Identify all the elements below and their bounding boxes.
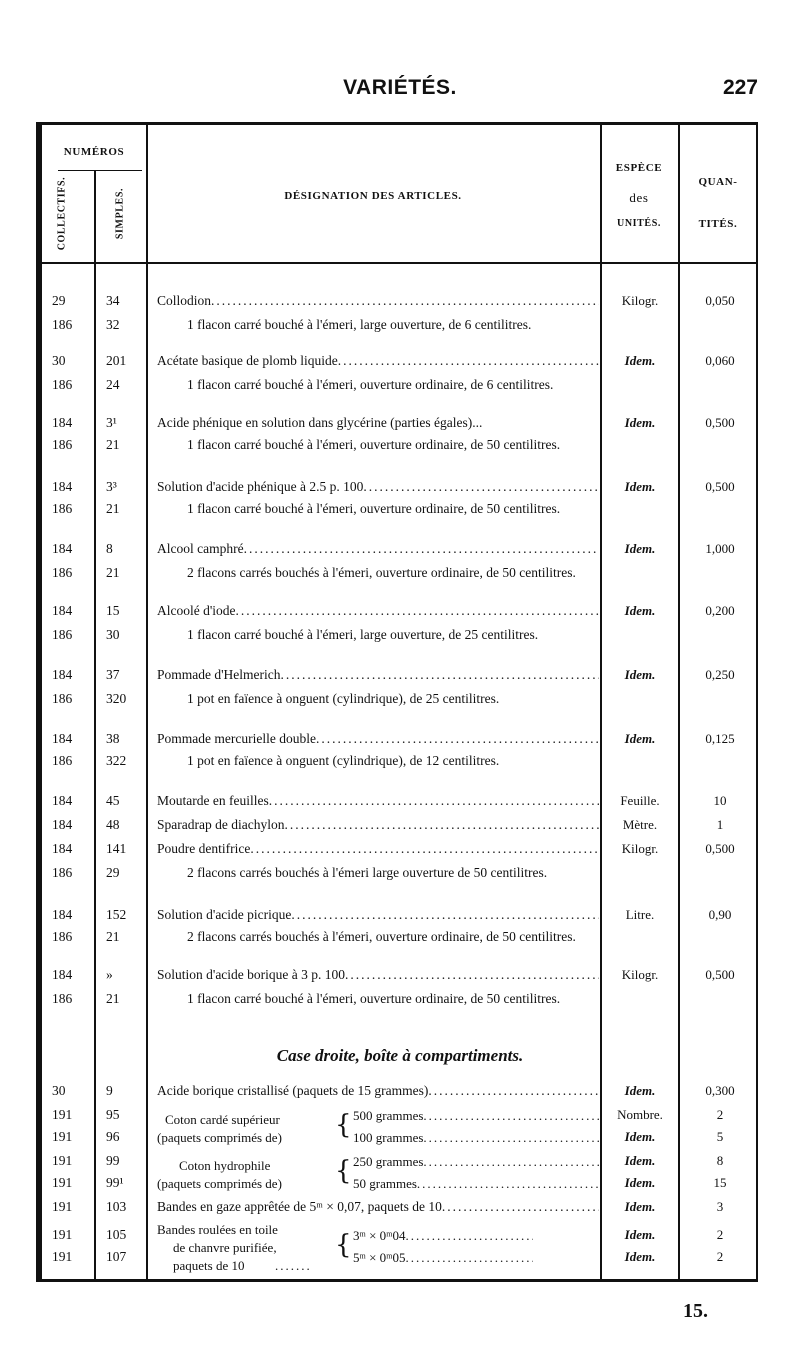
brace-icon: {	[335, 1156, 352, 1186]
header-simples: SIMPLES.	[114, 187, 126, 240]
cell-designation: 1 flacon carré bouché à l'émeri, large ouverture, de 6 centilitres.	[187, 317, 532, 332]
cell-espece: Idem.	[624, 1083, 656, 1098]
cell-collectif: 184	[52, 841, 73, 856]
cell-designation: Solution d'acide borique à 3 p. 100 .....	[157, 966, 599, 983]
bandes-roulees-dots: .......	[275, 1258, 312, 1273]
cell-espece: Idem.	[624, 1249, 656, 1264]
bandes-roulees-label-2: de chanvre purifiée,	[173, 1240, 277, 1255]
cell-quantite: 0,050	[705, 293, 735, 308]
cell-quantite: 0,500	[705, 967, 735, 982]
cell-quantite: 1,000	[705, 541, 735, 556]
header-espece-unites: UNITÉS.	[617, 218, 661, 229]
cell-collectif: 191	[52, 1107, 73, 1122]
cell-espece: Idem.	[624, 541, 656, 556]
cell-espece: Feuille.	[620, 793, 660, 808]
cell-quantite: 0,060	[705, 353, 735, 368]
cell-espece: Idem.	[624, 415, 656, 430]
cell-designation: 2 flacons carrés bouchés à l'émeri, ouverture ordinaire, de 50 centilitres.	[187, 565, 576, 580]
coton-hydrophile-label: Coton hydrophile	[179, 1158, 271, 1173]
cell-simple: 3³	[106, 479, 117, 494]
cell-espece: Mètre.	[622, 817, 658, 832]
cell-simple: 29	[106, 865, 120, 880]
cell-collectif: 184	[52, 415, 73, 430]
rule-col4	[678, 124, 680, 1282]
cell-collectif: 186	[52, 929, 73, 944]
coton-carde-label-2: (paquets comprimés de)	[157, 1130, 282, 1145]
cell-quantite: 15	[713, 1175, 727, 1190]
coton-carde-group	[157, 1108, 599, 1152]
cell-quantite: 0,200	[705, 603, 735, 618]
cell-simple: 15	[106, 603, 120, 618]
brace-icon: {	[335, 1110, 352, 1140]
cell-designation: Moutarde en feuilles .....	[157, 792, 599, 809]
cell-collectif: 184	[52, 603, 73, 618]
cell-designation: Poudre dentifrice .....	[157, 840, 599, 857]
cell-designation: 1 flacon carré bouché à l'émeri, ouverture ordinaire, de 6 centilitres.	[187, 377, 554, 392]
cell-designation: 1 pot en faïence à onguent (cylindrique), de 12 centilitres.	[187, 753, 500, 768]
cell-designation: 2 flacons carrés bouchés à l'émeri, ouverture ordinaire, de 50 centilitres.	[187, 929, 576, 944]
signature-mark: 15.	[683, 1300, 708, 1322]
cell-designation: Alcool camphré .....	[157, 540, 599, 557]
cell-quantite: 0,500	[705, 415, 735, 430]
cell-espece: Idem.	[624, 1227, 656, 1242]
coton-hydrophile-250: 250 grammes .....	[353, 1154, 599, 1170]
cell-collectif: 191	[52, 1175, 73, 1190]
cell-espece: Litre.	[625, 907, 655, 922]
cell-espece: Idem.	[624, 353, 656, 368]
cell-simple: 99¹	[106, 1175, 124, 1190]
cell-collectif: 184	[52, 817, 73, 832]
cell-quantite: 0,90	[708, 907, 732, 922]
coton-hydrophile-label-2: (paquets comprimés de)	[157, 1176, 282, 1191]
cell-designation: 1 flacon carré bouché à l'émeri, ouverture ordinaire, de 50 centilitres.	[187, 437, 561, 452]
header-quantites: QUAN-	[698, 176, 738, 188]
cell-designation: 1 flacon carré bouché à l'émeri, large ouverture, de 25 centilitres.	[187, 627, 539, 642]
cell-simple: 32	[106, 317, 120, 332]
cell-collectif: 191	[52, 1129, 73, 1144]
cell-simple: »	[106, 967, 113, 982]
cell-designation: 2 flacons carrés bouchés à l'émeri large ouverture de 50 centilitres.	[187, 865, 548, 880]
cell-quantite: 3	[716, 1199, 724, 1214]
cell-collectif: 191	[52, 1199, 73, 1214]
bandes-roulees-group	[157, 1222, 599, 1278]
cell-designation: Alcoolé d'iode .....	[157, 602, 599, 619]
cell-collectif: 191	[52, 1249, 73, 1264]
cell-designation: Acide phénique en solution dans glycérine (parties égales)...	[157, 415, 483, 430]
coton-hydrophile-group	[157, 1154, 599, 1198]
cell-designation: Acétate basique de plomb liquide .....	[157, 352, 599, 369]
cell-collectif: 186	[52, 865, 73, 880]
header-collectifs: COLLECTIFS.	[56, 176, 68, 251]
cell-quantite: 0,125	[705, 731, 735, 746]
cell-collectif: 186	[52, 317, 73, 332]
header-quantites-2: TITÉS.	[698, 218, 738, 230]
header-numeros: NUMÉROS	[63, 146, 125, 158]
cell-designation: Bandes en gaze apprêtée de 5ᵐ × 0,07, paquets de 10 .....	[157, 1198, 599, 1215]
header-espece: ESPÈCE	[615, 162, 663, 174]
cell-simple: 21	[106, 991, 120, 1006]
cell-collectif: 184	[52, 541, 73, 556]
cell-simple: 152	[106, 907, 127, 922]
cell-quantite: 1	[716, 817, 724, 832]
cell-simple: 105	[106, 1227, 127, 1242]
cell-collectif: 184	[52, 667, 73, 682]
header-designation: DÉSIGNATION DES ARTICLES.	[284, 190, 462, 202]
cell-quantite: 10	[713, 793, 727, 808]
cell-espece: Idem.	[624, 479, 656, 494]
cell-quantite: 2	[716, 1249, 724, 1264]
section-title: Case droite, boîte à compartiments.	[276, 1046, 524, 1065]
bandes-5m: 5ᵐ × 0ᵐ05 .....	[353, 1250, 533, 1266]
cell-collectif: 30	[52, 1083, 66, 1098]
cell-quantite: 0,500	[705, 841, 735, 856]
cell-collectif: 30	[52, 353, 66, 368]
cell-simple: 34	[106, 293, 120, 308]
cell-collectif: 186	[52, 377, 73, 392]
brace-icon: {	[335, 1230, 352, 1260]
cell-quantite: 8	[716, 1153, 724, 1168]
cell-designation: Acide borique cristallisé (paquets de 15 grammes) .....	[157, 1082, 599, 1099]
cell-espece: Nombre.	[617, 1107, 663, 1122]
cell-simple: 3¹	[106, 415, 117, 430]
cell-collectif: 191	[52, 1227, 73, 1242]
cell-collectif: 186	[52, 565, 73, 580]
cell-espece: Idem.	[624, 1153, 656, 1168]
coton-carde-100: 100 grammes .....	[353, 1130, 599, 1146]
cell-simple: 103	[106, 1199, 127, 1214]
coton-hydrophile-50: 50 grammes .....	[353, 1176, 599, 1192]
cell-espece: Idem.	[624, 1175, 656, 1190]
cell-simple: 21	[106, 437, 120, 452]
cell-collectif: 184	[52, 907, 73, 922]
cell-simple: 320	[106, 691, 127, 706]
cell-quantite: 2	[716, 1227, 724, 1242]
cell-quantite: 2	[716, 1107, 724, 1122]
cell-simple: 37	[106, 667, 120, 682]
cell-simple: 45	[106, 793, 120, 808]
cell-collectif: 184	[52, 967, 73, 982]
cell-designation: 1 flacon carré bouché à l'émeri, ouverture ordinaire, de 50 centilitres.	[187, 991, 561, 1006]
coton-carde-500: 500 grammes .....	[353, 1108, 599, 1124]
cell-collectif: 184	[52, 479, 73, 494]
cell-collectif: 184	[52, 731, 73, 746]
cell-simple: 107	[106, 1249, 127, 1264]
cell-designation: Pommade mercurielle double .....	[157, 730, 599, 747]
cell-simple: 9	[106, 1083, 113, 1098]
cell-espece: Idem.	[624, 1199, 656, 1214]
numeros-underline	[58, 170, 142, 171]
page-number: 227	[722, 76, 758, 99]
cell-simple: 38	[106, 731, 120, 746]
cell-simple: 21	[106, 565, 120, 580]
cell-simple: 322	[106, 753, 127, 768]
cell-quantite: 0,500	[705, 479, 735, 494]
cell-espece: Kilogr.	[621, 967, 659, 982]
cell-designation: Solution d'acide phénique à 2.5 p. 100 .....	[157, 478, 599, 495]
cell-collectif: 186	[52, 437, 73, 452]
cell-collectif: 186	[52, 501, 73, 516]
cell-quantite: 0,300	[705, 1083, 735, 1098]
bandes-roulees-label-3: paquets de 10	[173, 1258, 245, 1273]
cell-designation: Sparadrap de diachylon .....	[157, 816, 599, 833]
cell-simple: 30	[106, 627, 120, 642]
cell-quantite: 0,250	[705, 667, 735, 682]
cell-simple: 99	[106, 1153, 120, 1168]
cell-espece: Idem.	[624, 731, 656, 746]
cell-collectif: 29	[52, 293, 66, 308]
cell-designation: Solution d'acide picrique .....	[157, 906, 599, 923]
cell-simple: 8	[106, 541, 113, 556]
cell-collectif: 186	[52, 991, 73, 1006]
rule-col1	[94, 170, 96, 1282]
cell-collectif: 186	[52, 627, 73, 642]
coton-carde-label: Coton cardé supérieur	[165, 1112, 280, 1127]
cell-espece: Kilogr.	[621, 841, 659, 856]
cell-designation: Pommade d'Helmerich .....	[157, 666, 599, 683]
cell-designation: Collodion .....	[157, 292, 599, 309]
cell-collectif: 184	[52, 793, 73, 808]
rule-col3	[600, 124, 602, 1282]
cell-simple: 201	[106, 353, 127, 368]
cell-espece: Idem.	[624, 667, 656, 682]
cell-quantite: 5	[716, 1129, 724, 1144]
cell-espece: Idem.	[624, 1129, 656, 1144]
cell-collectif: 191	[52, 1153, 73, 1168]
cell-simple: 21	[106, 929, 120, 944]
bandes-3m: 3ᵐ × 0ᵐ04 .....	[353, 1228, 533, 1244]
cell-simple: 141	[106, 841, 127, 856]
cell-designation: 1 flacon carré bouché à l'émeri, ouverture ordinaire, de 50 centilitres.	[187, 501, 561, 516]
cell-simple: 95	[106, 1107, 120, 1122]
rule-col2	[146, 124, 148, 1282]
cell-simple: 24	[106, 377, 120, 392]
cell-simple: 21	[106, 501, 120, 516]
header-rule	[40, 262, 758, 264]
cell-espece: Kilogr.	[621, 293, 659, 308]
cell-collectif: 186	[52, 691, 73, 706]
cell-simple: 48	[106, 817, 120, 832]
bandes-roulees-label: Bandes roulées en toile	[157, 1222, 278, 1237]
cell-simple: 96	[106, 1129, 120, 1144]
cell-collectif: 186	[52, 753, 73, 768]
header-espece-des: des	[629, 190, 649, 205]
cell-espece: Idem.	[624, 603, 656, 618]
cell-designation: 1 pot en faïence à onguent (cylindrique), de 25 centilitres.	[187, 691, 500, 706]
page-header-title: VARIÉTÉS.	[343, 76, 457, 99]
